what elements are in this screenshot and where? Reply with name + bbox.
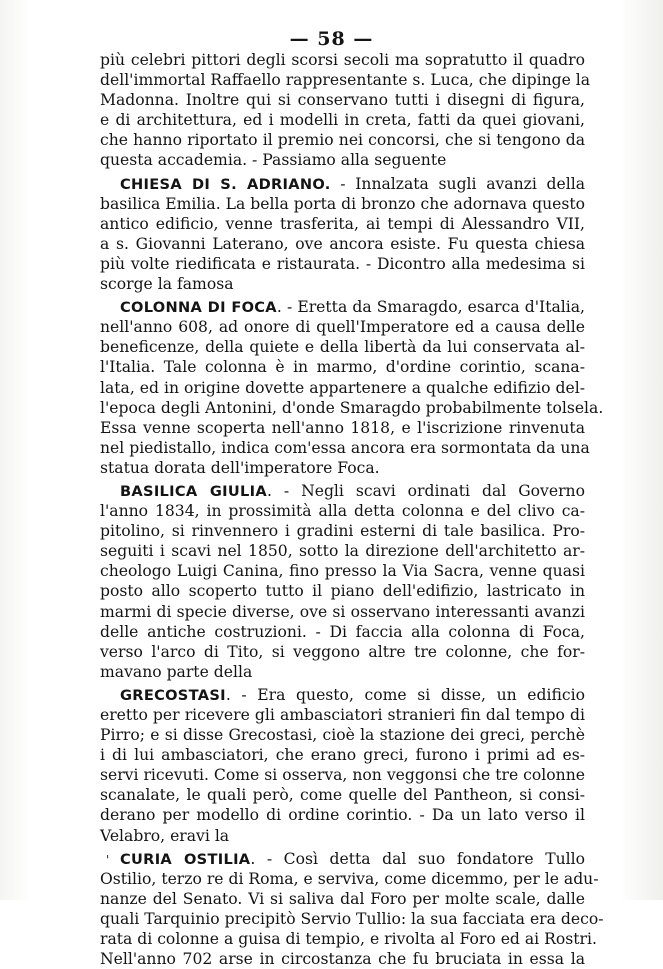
text-line: nanze del Senato. Vi si saliva dal Foro per molte scale, dalle [100,889,585,908]
text-line: servi ricevuti. Come si osserva, non veggonsi che tre colonne [100,766,585,785]
text-line: questa accademia. - Passiamo alla seguente [100,151,447,170]
section-grecostasi [100,685,585,705]
text-line: eretto per ricevere gli ambasciatori stranieri fin dal tempo di [100,706,585,724]
text-line: nel piedistallo, indica com'essa ancora era sormontata da una [100,438,590,457]
text-line: Velabro, eravi la [100,826,230,845]
text-line: Pirro; e si disse Grecostasi, cioè la stazione dei greci, perchè [100,726,585,745]
section-colonna-di-foca [100,297,585,317]
section-basilica-giulia [100,481,585,501]
text-line: Madonna. Inoltre qui si conservano tutti i disegni di figura, [100,91,585,110]
text-line: posto allo scoperto tutto il piano dell'edifizio, lastricato in [100,582,585,601]
section-heading: GRECOSTASI [120,686,226,704]
section-heading: CHIESA DI S. ADRIANO. [120,175,331,193]
text-line: derano per modello di ordine corintio. - Da un lato verso il [100,806,585,825]
text-line: quali Tarquinio precipitò Servio Tullio: la sua facciata era deco- [100,909,604,928]
section-curia-ostilia: ' CURIA OSTILIA. - Così detta dal suo fondatore Tullo [106,849,585,868]
text-run: . - Era questo, come si disse, un edificio [225,685,585,704]
text-line: l'Italia. Tale colonna è in marmo, d'ordine corintio, scana- [100,358,585,377]
section-heading: CURIA OSTILIA [120,850,251,868]
text-line: pitolino, si rinvennero i gradini esterni di tale basilica. Pro- [100,522,585,541]
text-line: i di lui ambasciatori, che erano greci, furono i primi ad es- [100,746,585,765]
page-body [100,50,604,969]
text-line: a s. Giovanni Laterano, ove ancora esiste. Fu questa chiesa [100,234,585,253]
text-line: e di architettura, ed i modelli in creta, fatti da quei giovani, [100,111,585,130]
text-line: Nell'anno 702 arse in circostanza che fu bruciata in essa la [100,950,585,969]
text-line: marmi di specie diverse, ove si osservano interessanti avanzi [100,602,585,621]
section-heading: COLONNA DI FOCA [120,299,277,317]
text-line: scorge la famosa [100,275,234,294]
text-line: mavano parte della [100,662,253,681]
text-line: seguiti i scavi nel 1850, sotto la direzione dell'architetto ar- [100,542,585,561]
text-run: . - Così detta dal suo fondatore Tullo [250,849,585,868]
text-line: verso l'arco di Tito, si veggono altre tre colonne, che for- [100,642,585,661]
text-line: nell'anno 608, ad onore di quell'Imperatore ed a causa delle [100,318,585,337]
text-line: beneficenze, della quiete e della libertà da lui conservata al- [100,338,585,357]
text-line: antico edificio, venne trasferita, ai tempi di Alessandro VII, [100,214,585,233]
text-run: . - Negli scavi ordinati dal Governo [266,481,585,500]
text-line: lata, ed in origine dovette appartenere a qualche edifizio del- [100,378,585,397]
section-heading: BASILICA GIULIA [120,482,267,500]
section-chiesa-di-s-adriano [100,174,585,194]
text-line: scanalate, le quali però, come quelle del Pantheon, si consi- [100,786,585,805]
text-line: cheologo Luigi Canina, fino presso la Via Sacra, venne quasi [100,562,585,581]
text-line: delle antiche costruzioni. - Di faccia alla colonna di Foca, [100,622,585,641]
text-run: . - Eretta da Smaragdo, esarca d'Italia, [276,298,585,317]
text-run: - Innalzata sugli avanzi della [330,174,586,193]
text-line: Essa venne scoperta nell'anno 1818, e l'iscrizione rinvenuta [100,418,585,437]
text-line: l'epoca degli Antonini, d'onde Smaragdo probabilmente tolsela. [100,398,604,417]
text-line: basilica Emilia. La bella porta di bronzo che adornava questo [100,194,585,213]
text-line: più volte riedificata e ristaurata. - Dicontro alla medesima si [100,254,585,273]
text-line: che hanno riportato il premio nei concorsi, che si tengono da [100,131,585,150]
text-line: statua dorata dell'imperatore Foca. [100,458,380,477]
text-line: rata di colonne a guisa di tempio, e rivolta al Foro ed ai Rostri. [100,930,597,949]
text-line: dell'immortal Raffaello rappresentante s. Luca, che dipinge la [100,71,591,90]
text-line: più celebri pittori degli scorsi secoli ma sopratutto il quadro [100,51,585,69]
page-number: — 58 — [289,28,374,50]
text-line: l'anno 1834, in prossimità alla detta colonna e del clivo ca- [100,502,585,521]
text-line: Ostilio, terzo re di Roma, e serviva, come dicemmo, per le adu- [100,869,599,888]
